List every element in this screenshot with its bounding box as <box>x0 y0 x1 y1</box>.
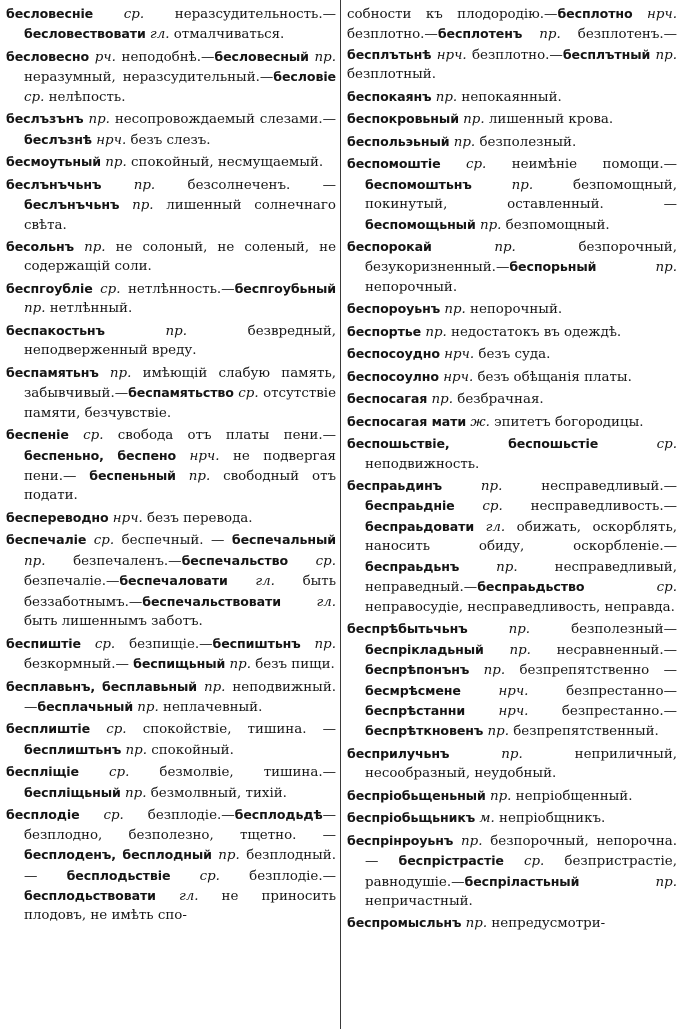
definition: неподвижность. <box>365 456 480 472</box>
grammar-label: пр. <box>485 788 512 804</box>
grammar-label: пр. <box>121 742 147 758</box>
definition: не подвергая пени.— <box>24 448 336 484</box>
grammar-label: пр. <box>459 559 518 575</box>
headword: беспамятьство <box>128 385 234 401</box>
grammar-label: гл. <box>145 27 170 43</box>
definition: безвредный, неподверженный вреду. <box>24 323 336 359</box>
definition: безполезный. <box>475 134 577 150</box>
grammar-label: ср. <box>288 553 336 569</box>
grammar-label: пр. <box>449 746 523 762</box>
headword: беспечальный <box>231 532 336 548</box>
grammar-label: ср. <box>170 868 220 884</box>
definition: несправедливый, неправедный.— <box>365 559 677 596</box>
dictionary-entry <box>6 279 336 319</box>
dictionary-entry <box>6 175 336 235</box>
grammar-label: ср. <box>90 722 127 738</box>
definition: несравненный.— <box>530 642 677 658</box>
headword: беспомоштіе <box>347 156 441 172</box>
definition: лишенный крова. <box>484 112 614 128</box>
definition: безъ обѣщанія платы. <box>473 369 632 385</box>
grammar-label: ср. <box>86 533 115 549</box>
dictionary-entry <box>347 367 677 387</box>
dictionary-entry <box>6 805 336 926</box>
grammar-label: пр. <box>225 657 251 673</box>
dictionary-entry <box>6 363 336 423</box>
grammar-label: нрч. <box>632 7 677 22</box>
grammar-label: ср. <box>598 437 677 453</box>
definition: имѣющій слабую память, забывчивый.— <box>24 365 336 402</box>
definition: безпечаліе.— <box>24 574 120 590</box>
definition: безбрачная. <box>453 392 544 408</box>
grammar-label: пр. <box>431 89 458 105</box>
grammar-label: пр. <box>104 323 188 339</box>
headword: беспокровьный <box>347 111 459 127</box>
headword: беспомоштьнъ <box>365 176 472 192</box>
grammar-label: нрч. <box>438 369 474 385</box>
grammar-label: пр. <box>74 239 106 255</box>
headword: беспрікладьный <box>365 641 484 657</box>
headword: беспрѣткновенъ <box>365 723 484 739</box>
headword: бесловесно <box>6 48 90 64</box>
headword: бесловесный <box>214 48 309 64</box>
headword: бесмоутьный <box>6 154 102 170</box>
definition: безплодіе.— <box>123 808 235 824</box>
headword: бесплодьствовати <box>24 888 156 904</box>
definition: непріобщенный. <box>511 788 633 804</box>
dictionary-entry <box>6 677 336 718</box>
grammar-label: нрч. <box>439 347 475 363</box>
definition: безплотно.— <box>347 27 438 43</box>
definition: неразсудительность. <box>144 7 323 22</box>
headword: бесплиштьнъ <box>24 741 122 757</box>
definition: безпомощный. <box>501 217 610 233</box>
grammar-label: ср. <box>584 580 677 596</box>
definition: не солоный, не соленый, не содержащій соли. <box>24 239 336 275</box>
dictionary-entry <box>6 530 336 631</box>
dictionary-entry <box>347 109 677 129</box>
headword: беспортье <box>347 323 422 339</box>
headword: беспиштіе <box>6 635 81 651</box>
dictionary-entry <box>347 389 677 409</box>
grammar-label: ср. <box>79 808 124 824</box>
grammar-label: пр. <box>469 663 506 679</box>
definition: неприличный, несообразный, неудобный. <box>365 746 677 782</box>
definition: несопровождаемый слезами.— <box>109 112 336 128</box>
dictionary-entry <box>347 434 677 474</box>
dictionary-entry <box>347 476 677 617</box>
grammar-label: пр. <box>467 622 531 638</box>
headword: беспечаловати <box>119 573 228 589</box>
headword: беспорокай <box>347 238 432 254</box>
dictionary-entry <box>6 719 336 760</box>
definition: безсолнеченъ. — <box>155 177 337 193</box>
dictionary-entry <box>347 237 677 297</box>
grammar-label: пр. <box>440 302 466 318</box>
grammar-label: пр. <box>650 47 677 63</box>
definition: безпищіе.— <box>115 636 213 652</box>
headword: беспакостьнъ <box>6 322 105 338</box>
definition: безпрепятственный. <box>508 724 659 740</box>
dictionary-entry <box>6 47 336 107</box>
definition: безплотно.— <box>466 47 563 63</box>
definition: непорочный. <box>465 302 563 318</box>
headword: бесловіе <box>273 69 336 85</box>
dictionary-entry <box>6 237 336 277</box>
grammar-label: пр. <box>458 112 485 128</box>
definition: неподобнѣ.— <box>115 49 215 65</box>
grammar-label: пр. <box>98 365 132 381</box>
dictionary-entry <box>347 132 677 152</box>
definition: безъ слезъ. <box>126 132 211 148</box>
grammar-label: пр. <box>211 848 240 864</box>
headword: беспрѣбытьчьнъ <box>347 621 468 637</box>
definition: безпрестанно— <box>528 683 677 699</box>
grammar-label: ср. <box>80 636 116 652</box>
definition: безъ перевода. <box>142 510 253 526</box>
left-column <box>6 4 336 928</box>
dictionary-entry <box>347 744 677 784</box>
definition: безполезный— <box>530 622 677 638</box>
headword: беспраьдьнъ <box>365 558 460 574</box>
dictionary-entry <box>347 4 677 85</box>
headword: беслънъчьнъ <box>24 197 120 213</box>
headword: бесплоденъ, бесплодный <box>24 847 212 863</box>
definition: лишенный солнечнаго свѣта. <box>24 198 336 233</box>
grammar-label: ср. <box>92 281 121 297</box>
headword: беспечальствовати <box>142 593 281 609</box>
headword: беспраьдовати <box>365 518 475 534</box>
grammar-label: ср. <box>68 428 104 444</box>
dictionary-entry <box>347 412 677 432</box>
dictionary-entry <box>6 4 336 45</box>
grammar-label: пр. <box>133 699 159 715</box>
grammar-label: пр. <box>483 724 509 740</box>
headword: беспосагая <box>347 391 428 407</box>
headword: беспгоубліе <box>6 280 93 296</box>
definition: спокойный, несмущаемый. <box>126 155 324 171</box>
headword: беспокаянъ <box>347 88 432 104</box>
definition: безпрепятственно — <box>505 663 677 679</box>
dictionary-entry <box>6 634 336 675</box>
headword: бесловествовати <box>24 26 146 42</box>
definition: непріобщникъ. <box>494 811 606 827</box>
headword: беспрѣпонънъ <box>365 662 470 678</box>
definition: безкормный.— <box>24 657 134 673</box>
grammar-label: пр. <box>579 874 677 890</box>
definition: безпорочный, безукоризненный.— <box>365 239 677 276</box>
headword: беспрѣстанни <box>365 702 466 718</box>
definition: безъ суда. <box>474 347 551 363</box>
definition: эпитетъ богородицы. <box>489 414 644 430</box>
headword: беспороуьнъ <box>347 301 441 317</box>
grammar-label: гл. <box>280 594 336 610</box>
headword: беспосоулно <box>347 368 439 384</box>
dictionary-entry <box>6 425 336 506</box>
grammar-label: пр. <box>24 553 46 569</box>
definition: безмолвіе, тишина.— <box>129 765 336 781</box>
headword: беспліщьный <box>24 784 121 800</box>
headword: бесприлучьнъ <box>347 745 450 761</box>
headword: бесольнъ <box>6 238 75 254</box>
grammar-label: пр. <box>101 155 127 171</box>
definition: неразумный, неразсудительный.— <box>24 70 274 86</box>
definition: беспечный. — <box>114 533 232 549</box>
definition: несправедливость.— <box>502 499 677 515</box>
headword: беспошьствіе, беспошьстіе <box>347 436 599 452</box>
headword: бесплодьдѣ <box>234 807 323 823</box>
headword: беспольэьный <box>347 133 450 149</box>
grammar-label: нрч. <box>108 510 143 526</box>
definition: собности къ плодородію.— <box>347 7 558 22</box>
grammar-label: пр. <box>196 679 226 695</box>
headword: беспраьдьство <box>477 579 585 595</box>
definition: спокойный. <box>146 742 234 758</box>
definition: быть лишеннымъ заботъ. <box>24 614 203 630</box>
grammar-label: ж. <box>466 414 490 430</box>
definition: безплодіе.— <box>219 868 337 884</box>
definition: безпомощный, покинутый, оставленный. — <box>365 177 677 213</box>
dictionary-entry <box>347 299 677 319</box>
headword: беспеніе <box>6 427 69 443</box>
definition: безплотный. <box>347 67 436 83</box>
grammar-label: пр. <box>175 468 211 484</box>
grammar-label: нрч. <box>431 47 467 63</box>
definition: свободный отъ подати. <box>24 468 336 504</box>
right-column <box>347 4 677 936</box>
headword: беспгоубьный <box>234 280 336 296</box>
definition: безъ пищи. <box>250 657 335 673</box>
grammar-label: гл. <box>227 574 275 590</box>
dictionary-entry <box>347 619 677 742</box>
definition: безпристрастіе, равнодушіе.— <box>365 854 677 890</box>
grammar-label: пр. <box>24 301 46 317</box>
dictionary-entry <box>347 831 677 912</box>
headword: бесплотенъ <box>437 26 523 42</box>
grammar-label: пр. <box>449 134 476 150</box>
headword: бесплодіе <box>6 807 80 823</box>
dictionary-entry <box>347 808 677 828</box>
headword: беспеньно, беспено <box>24 447 177 463</box>
headword: беспраьдинъ <box>347 477 443 493</box>
dictionary-entry <box>6 321 336 361</box>
headword: беспорьный <box>509 259 597 275</box>
definition: отмалчиваться. <box>169 27 285 43</box>
headword: беспиштьнъ <box>212 635 301 651</box>
definition: безплодный. — <box>24 848 336 884</box>
definition: отсутствіе памяти, безчувствіе. <box>24 386 336 421</box>
headword: беспромысльнъ <box>347 915 462 931</box>
headword: беспищьный <box>133 656 226 672</box>
grammar-label: пр. <box>101 177 156 193</box>
grammar-label: пр. <box>475 217 502 233</box>
grammar-label: нрч. <box>465 703 529 719</box>
grammar-label: пр. <box>421 324 447 340</box>
definition: нетлѣнный. <box>45 301 133 317</box>
headword: беспеньный <box>89 467 176 483</box>
headword: беспомощьный <box>365 216 476 232</box>
grammar-label: пр. <box>453 833 483 849</box>
definition: не приносить плодовъ, не имѣть спо- <box>24 889 336 924</box>
definition: спокойствіе, тишина. — <box>126 722 336 738</box>
headword: бесловесніе <box>6 6 94 21</box>
grammar-label: пр. <box>596 260 677 276</box>
headword: беспосоудно <box>347 346 440 362</box>
dictionary-entry <box>347 786 677 806</box>
headword: бесплътьнѣ <box>347 46 432 62</box>
grammar-label: нрч. <box>460 683 529 699</box>
headword: беслъзънъ <box>6 111 84 127</box>
headword: беспліщіе <box>6 764 79 780</box>
definition: свобода отъ платы пени.— <box>103 428 337 444</box>
headword: беспамятьнъ <box>6 364 99 380</box>
definition: безпечаленъ.— <box>45 553 182 569</box>
headword: бесплотно <box>557 6 633 21</box>
grammar-label: пр. <box>522 27 561 43</box>
headword: беспраьдніе <box>365 498 455 514</box>
dictionary-entry <box>347 322 677 342</box>
definition: безплотенъ.— <box>560 27 677 43</box>
headword: бесплиштіе <box>6 721 91 737</box>
headword: беспрістрастіе <box>398 853 504 869</box>
grammar-label: ср. <box>440 157 487 173</box>
grammar-label: рч. <box>89 49 116 65</box>
grammar-label: ср. <box>93 7 145 22</box>
grammar-label: нрч. <box>91 132 127 148</box>
definition: несправедливый.— <box>502 478 677 494</box>
grammar-label: ср. <box>454 499 503 515</box>
grammar-label: пр. <box>431 239 516 255</box>
grammar-label: ср. <box>24 89 45 105</box>
grammar-label: ср. <box>233 386 259 402</box>
definition: безпорочный, непорочна. — <box>365 833 677 870</box>
headword: беслънъчьнъ <box>6 176 102 192</box>
grammar-label: пр. <box>471 177 534 193</box>
grammar-label: пр. <box>308 49 336 65</box>
grammar-label: пр. <box>83 112 110 128</box>
grammar-label: ср. <box>503 854 545 870</box>
headword: бесмрѣсмене <box>365 682 461 698</box>
headword: беспріобьщьникъ <box>347 810 476 826</box>
headword: бесплътный <box>562 46 651 62</box>
grammar-label: гл. <box>474 519 506 535</box>
headword: беспрінроуьнъ <box>347 832 454 848</box>
grammar-label: пр. <box>483 642 531 658</box>
definition: непредусмотри- <box>487 916 606 932</box>
headword: бесплавьнъ, бесплавьный <box>6 678 197 694</box>
dictionary-entry <box>347 344 677 364</box>
grammar-label: пр. <box>427 392 454 408</box>
grammar-label: пр. <box>300 636 336 652</box>
headword: бесплачьный <box>37 698 134 714</box>
definition: безпрестанно.— <box>528 703 677 719</box>
dictionary-entry <box>6 109 336 150</box>
definition: нелѣпость. <box>44 89 126 105</box>
dictionary-entry <box>347 154 677 235</box>
definition: быть беззаботнымъ.— <box>24 574 336 610</box>
dictionary-entry <box>6 152 336 172</box>
headword: беспріластьный <box>464 873 580 889</box>
definition: непокаянный. <box>457 89 562 105</box>
definition: —безплодно, безполезно, тщетно. — <box>24 808 336 843</box>
definition: нетлѣнность.— <box>120 281 235 297</box>
definition: неимѣніе помощи.— <box>486 157 677 173</box>
definition: безмолвный, тихій. <box>146 785 287 801</box>
definition: неподвижный.— <box>24 679 336 715</box>
definition: неплачевный. <box>158 699 263 715</box>
definition: непорочный. <box>365 279 458 295</box>
grammar-label: пр. <box>120 785 147 801</box>
grammar-label: нрч. <box>176 448 220 464</box>
grammar-label: пр. <box>461 916 488 932</box>
dictionary-entry <box>6 762 336 803</box>
definition: обижать, оскорблять, наносить обиду, оскорбленіе.— <box>365 519 677 555</box>
grammar-label: ср. <box>78 765 130 781</box>
definition: непричастный. <box>365 894 473 910</box>
headword: беспріобьщеньный <box>347 787 486 803</box>
headword: беспосагая мати <box>347 413 467 429</box>
headword: бесплодьствіе <box>66 867 171 883</box>
definition: неправосудіе, несправедливость, неправда. <box>365 599 675 615</box>
definition: — <box>322 7 336 22</box>
definition: недостатокъ въ одеждѣ. <box>446 324 622 340</box>
headword: беслъзнѣ <box>24 131 92 147</box>
dictionary-entry <box>347 913 677 933</box>
grammar-label: гл. <box>155 889 199 905</box>
headword: беспечальство <box>181 552 289 568</box>
dictionary-entry <box>347 87 677 107</box>
dictionary-entry <box>6 508 336 528</box>
column-divider <box>340 0 341 1029</box>
headword: беспечаліе <box>6 532 87 548</box>
grammar-label: пр. <box>442 478 503 494</box>
grammar-label: пр. <box>119 198 154 214</box>
grammar-label: м. <box>475 811 495 827</box>
headword: беспереводно <box>6 509 109 525</box>
